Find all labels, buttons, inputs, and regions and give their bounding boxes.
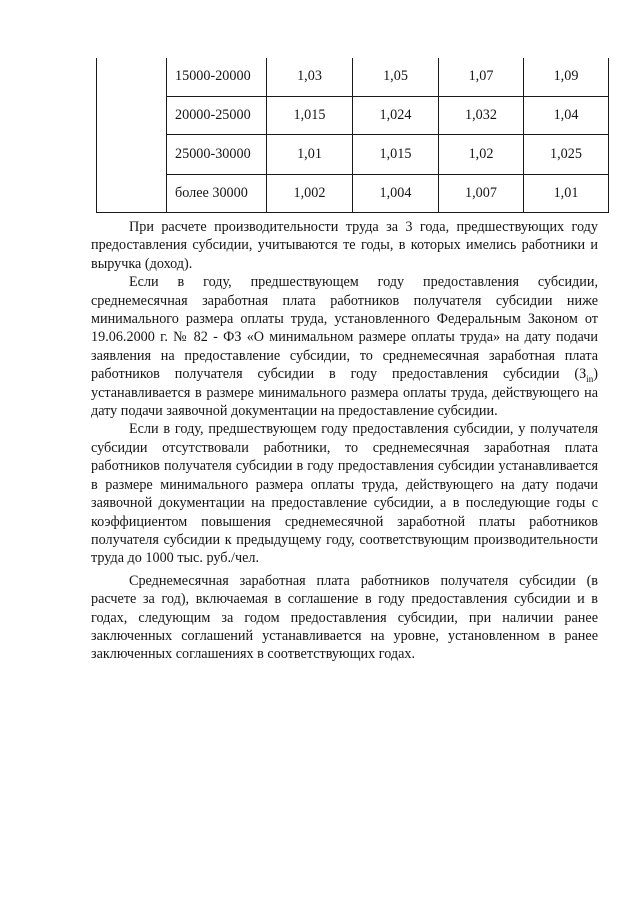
- table-row: [97, 134, 609, 174]
- value-cell: 1,04: [524, 96, 609, 134]
- paragraph-text: ) устанавливается в размере минимального размера оплаты труда, действующего на дату подачи заявочной документации на предоставление субсидии.: [91, 366, 598, 420]
- paragraph-minimum-wage: [91, 273, 598, 420]
- range-cell: 20000-25000: [167, 96, 267, 134]
- document-body: [91, 218, 598, 664]
- range-cell: 15000-20000: [167, 58, 267, 96]
- value-cell: 1,09: [524, 58, 609, 96]
- paragraph-text: Если в году, предшествующем году предоставления субсидии, среднемесячная заработная плата работников получателя субсидии ниже минимального размера оплаты труда, установленного Федеральным Законом от 19.06.2000 г. № 82 - ФЗ «О минимальном размере оплаты труда» на дату подачи заявления на предоставление субсидии, то среднемесячная заработная плата работников получателя субсидии в году предоставления субсидии (З: [91, 274, 598, 383]
- value-cell: 1,004: [353, 174, 439, 212]
- table-left-blank-cell: [97, 58, 167, 212]
- table-row: [97, 96, 609, 134]
- paragraph-labor-productivity: При расчете производительности труда за 3 года, предшествующих году предоставления субсидии, учитываются те годы, в которых имелись работники и выручка (доход).: [91, 219, 598, 272]
- value-cell: 1,01: [524, 174, 609, 212]
- value-cell: 1,01: [267, 134, 353, 174]
- value-cell: 1,007: [439, 174, 524, 212]
- value-cell: 1,05: [353, 58, 439, 96]
- coefficient-table: [96, 58, 609, 213]
- value-cell: 1,032: [439, 96, 524, 134]
- value-cell: 1,07: [439, 58, 524, 96]
- value-cell: 1,024: [353, 96, 439, 134]
- value-cell: 1,002: [267, 174, 353, 212]
- value-cell: 1,015: [353, 134, 439, 174]
- subscript-text: in: [586, 374, 594, 385]
- value-cell: 1,03: [267, 58, 353, 96]
- paragraph-no-employees: Если в году, предшествующем году предоставления субсидии, у получателя субсидии отсутствовали работники, то среднемесячная заработная плата работников получателя субсидии в году предоставления субсидии устанавливается в размере минимального размера оплаты труда, действующего на дату подачи заявочной документации на предоставление субсидии, а в последующие годы с коэффициентом повышения среднемесячной заработной платы работников получателя субсидии к предыдущему году, соответствующим производительности труда до 1000 тыс. руб./чел.: [91, 421, 598, 567]
- value-cell: 1,02: [439, 134, 524, 174]
- range-cell: более 30000: [167, 174, 267, 212]
- paragraph-agreement-wage: Среднемесячная заработная плата работников получателя субсидии (в расчете за год), включаемая в соглашение в году предоставления субсидии и в годах, следующим за годом предоставления субсидии, при наличии ранее заключенных соглашений устанавливается на уровне, установленном в ранее заключенных соглашениях в соответствующих годах.: [91, 572, 598, 663]
- table-row: [97, 174, 609, 212]
- table-row: [97, 58, 609, 96]
- value-cell: 1,015: [267, 96, 353, 134]
- value-cell: 1,025: [524, 134, 609, 174]
- range-cell: 25000-30000: [167, 134, 267, 174]
